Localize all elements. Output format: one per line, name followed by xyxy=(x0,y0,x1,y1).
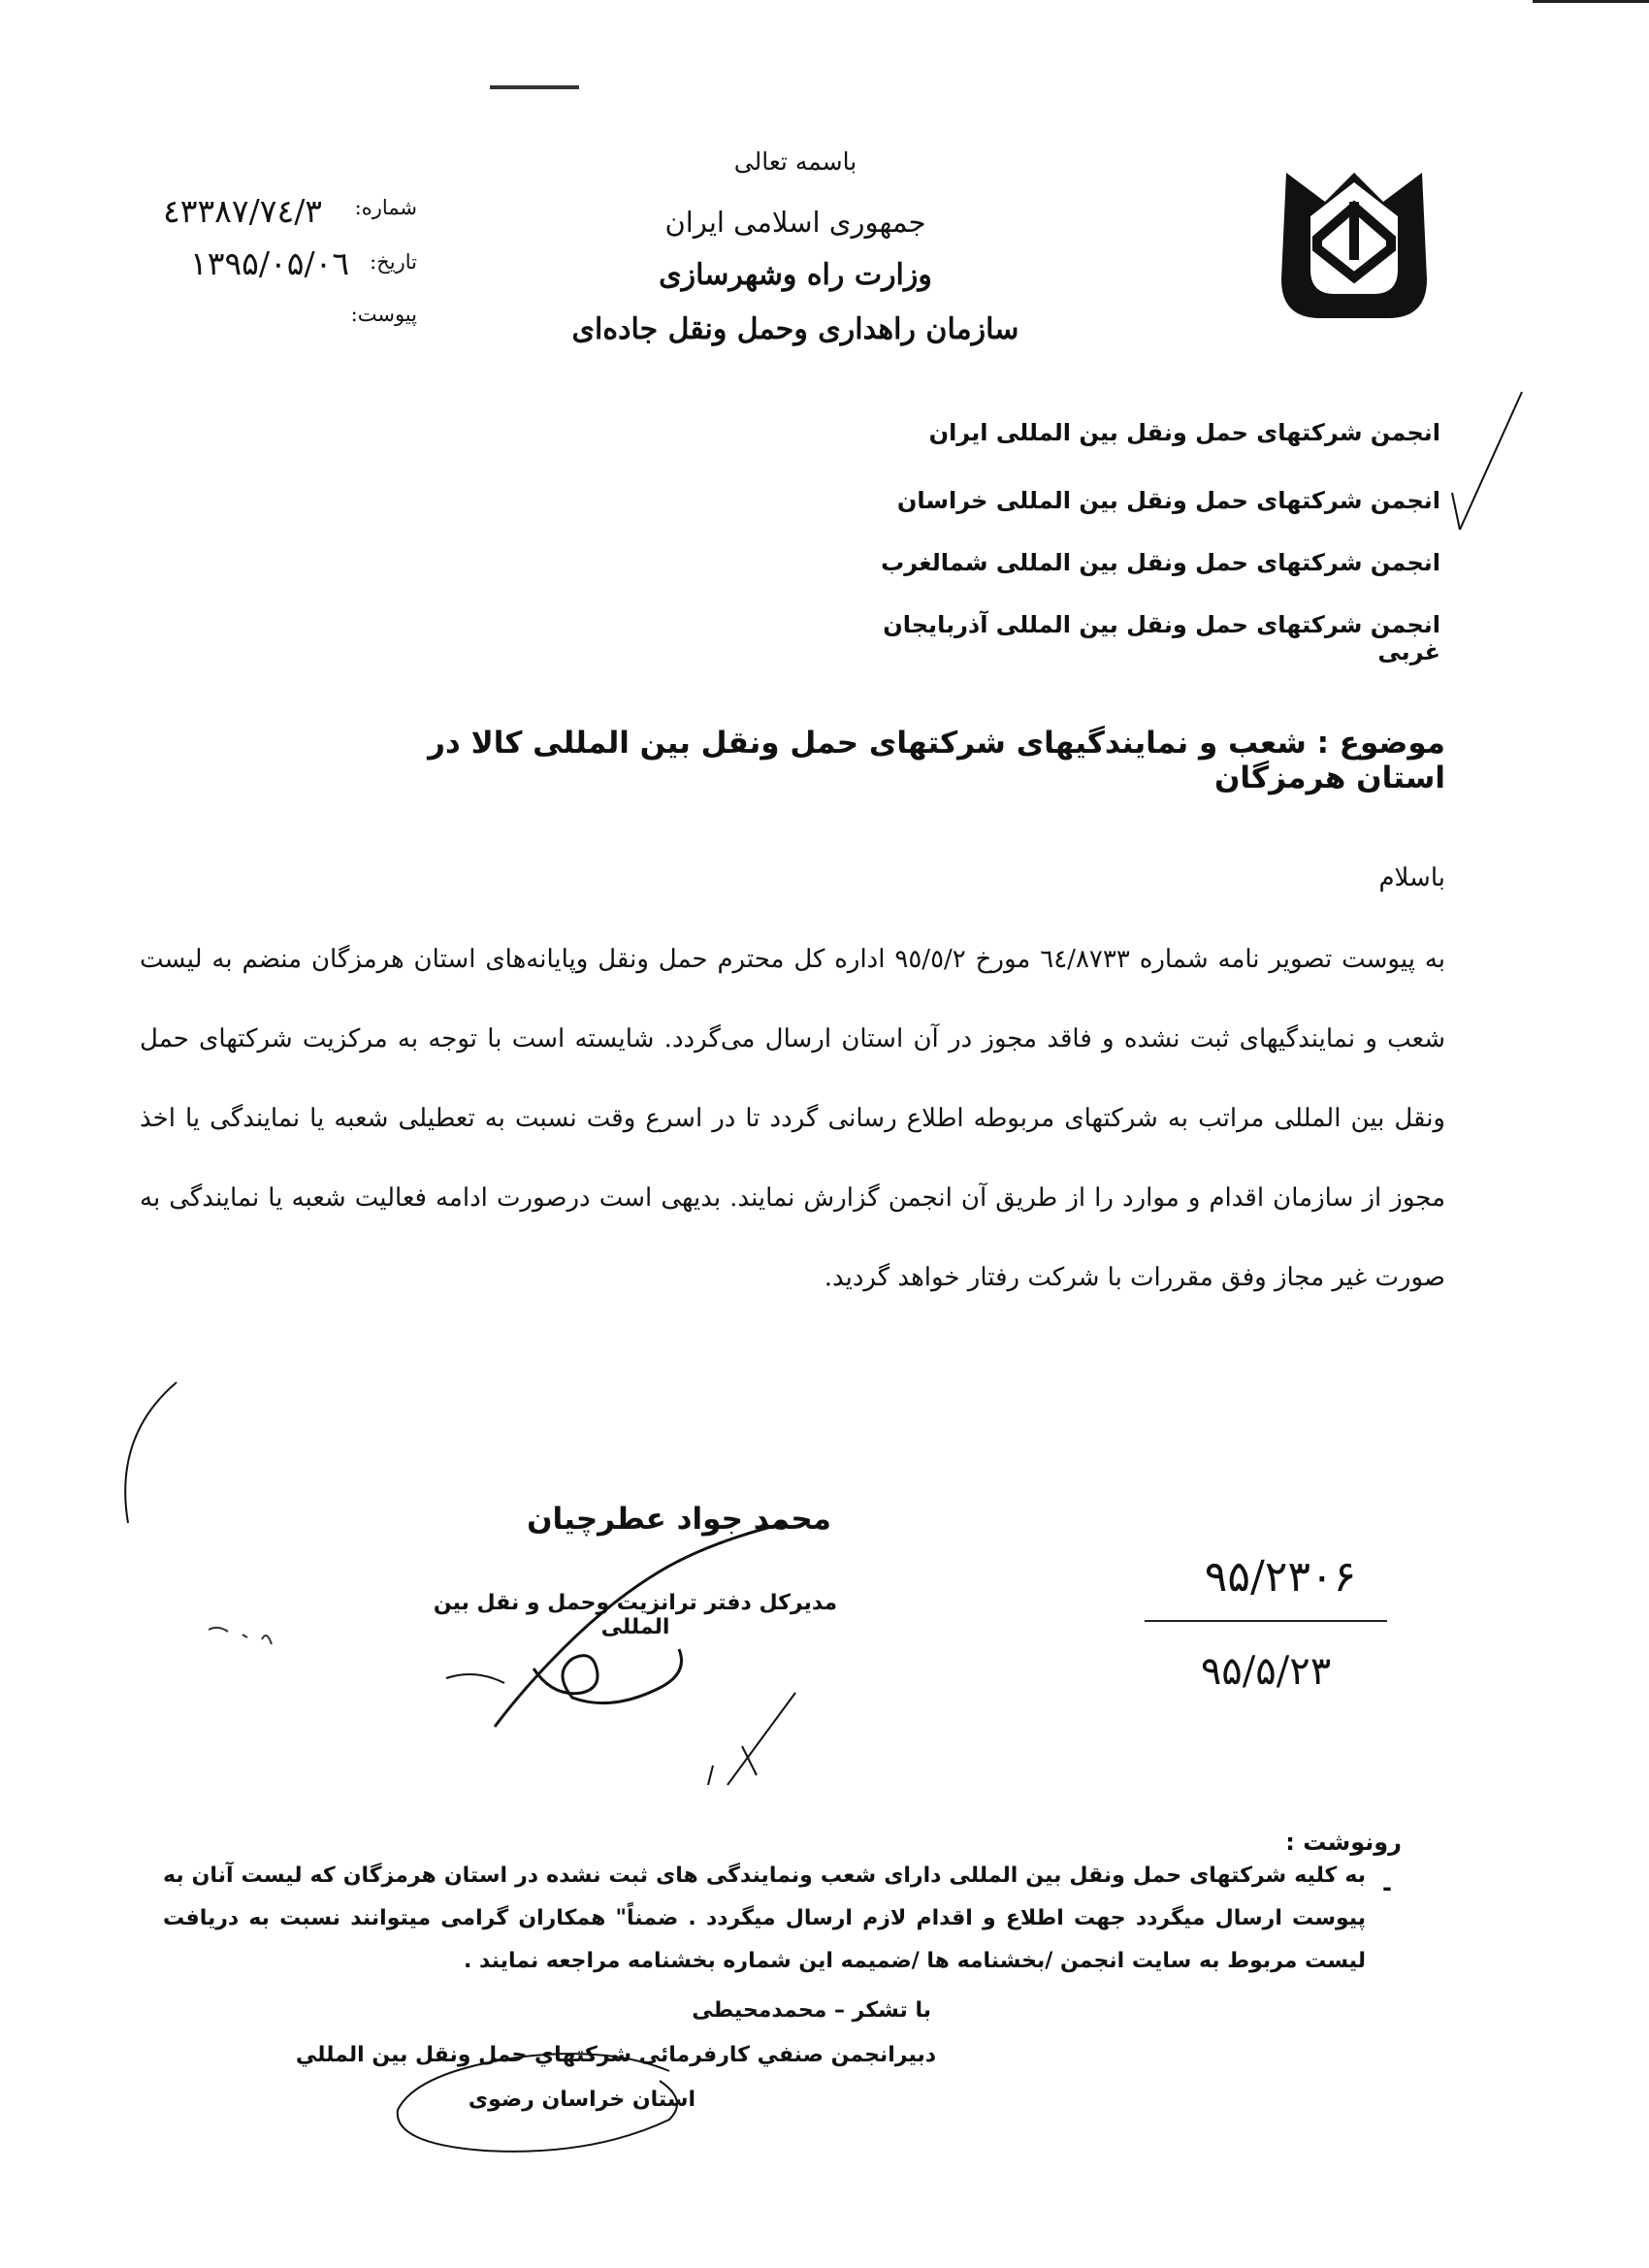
handwritten-bracket-mark xyxy=(109,1377,196,1533)
scan-artifact-dash xyxy=(490,85,579,89)
recipient-line: انجمن شرکتهای حمل ونقل بین المللی ایران xyxy=(928,419,1440,446)
ministry-heading: وزارت راه وشهرسازی xyxy=(659,258,932,292)
letter-subject: موضوع : شعب و نمایندگیهای شرکتهای حمل ونقل بین المللی کالا در استان هرمزگان xyxy=(428,726,1445,795)
signatory-name: محمد جواد عطرچیان xyxy=(527,1502,831,1537)
cc-bullet: - xyxy=(1382,1874,1392,1901)
letter-number-value: ٤٣٣٨٧/٧٤/٣ xyxy=(163,192,323,230)
recipient-line: انجمن شرکتهای حمل ونقل بین المللی خراسان xyxy=(896,487,1440,514)
recipient-line: انجمن شرکتهای حمل ونقل بین المللی آذربایجان غربی xyxy=(883,611,1440,665)
bismillah-heading: باسمه تعالی xyxy=(733,147,857,176)
cc-signature-location: استان خراسان رضوی xyxy=(468,2088,696,2112)
handwritten-reference-number: ۹۵/۲۳۰۶ xyxy=(1204,1552,1357,1602)
handwritten-date: ۹۵/۵/۲۳ xyxy=(1200,1649,1332,1694)
stamp-oval-mark xyxy=(378,2042,698,2158)
letter-date-label: تاریخ: xyxy=(370,250,417,274)
cc-text: به کلیه شرکتهای حمل ونقل بین المللی دارای شعب ونمایندگی های ثبت نشده در استان هرمزگان که لیست آنان به پیوست ارسال میگردد جهت اطلاع و اقدام لازم ارسال میگردد . ضمناً" همکاران گرامی میتوانند نسبت به دریافت لیست مربوط به سایت انجمن /بخشنامه ها /ضمیمه این شماره بخشنامه مراجعه نمایند . xyxy=(163,1863,1366,1973)
organization-heading: سازمان راهداری وحمل ونقل جاده‌ای xyxy=(571,312,1019,346)
letter-body: به پیوست تصویر نامه شماره ٦٤/٨٧٣٣ مورخ ٩٥/٥/٢ اداره کل محترم حمل ونقل وپایانه‌های استان هرمزگان منضم به لیست شعب و نمایندگیهای ثبت نشده و فاقد مجوز در آن استان ارسال می‌گردد. شایسته است با توجه به مرکزیت شرکتهای حمل ونقل بین المللی مراتب به شرکتهای مربوطه اطلاع رسانی گردد تا در اسرع وقت نسبت به تعطیلی شعبه یا نمایندگی یا اخذ مجوز از سازمان اقدام و موارد را از طریق آن انجمن گزارش نمایند. بدیهی است درصورت ادامه فعالیت شعبه یا نمایندگی به صورت غیر مجاز وفق مقررات با شرکت رفتار خواهد گردید. xyxy=(140,945,1445,1292)
signatory-title: مدیرکل دفتر ترانزیت وحمل و نقل بین المللی xyxy=(433,1591,838,1639)
handwritten-initial-mark xyxy=(698,1688,805,1795)
cc-thanks: با تشکر – محمدمحیطی xyxy=(692,1998,931,2023)
handwritten-check-mark xyxy=(1450,388,1528,534)
scan-edge-line xyxy=(1533,0,1649,3)
scribble-mark xyxy=(204,1610,291,1659)
republic-heading: جمهوری اسلامی ایران xyxy=(664,206,926,239)
handwritten-underline xyxy=(1145,1620,1387,1622)
letter-date-value: ۱۳۹۵/۰۵/۰٦ xyxy=(190,244,350,282)
organization-logo-icon xyxy=(1267,163,1441,328)
attachment-label: پیوست: xyxy=(350,303,417,326)
cc-signature-line: دبیرانجمن صنفي کارفرمائی شرکتهاي حمل ونقل بین المللي xyxy=(295,2043,936,2067)
greeting: باسلام xyxy=(1378,863,1445,892)
letter-number-label: شماره: xyxy=(354,196,417,219)
cc-label: رونوشت : xyxy=(1285,1829,1402,1856)
recipient-line: انجمن شرکتهای حمل ونقل بین المللی شمالغرب xyxy=(881,549,1440,576)
